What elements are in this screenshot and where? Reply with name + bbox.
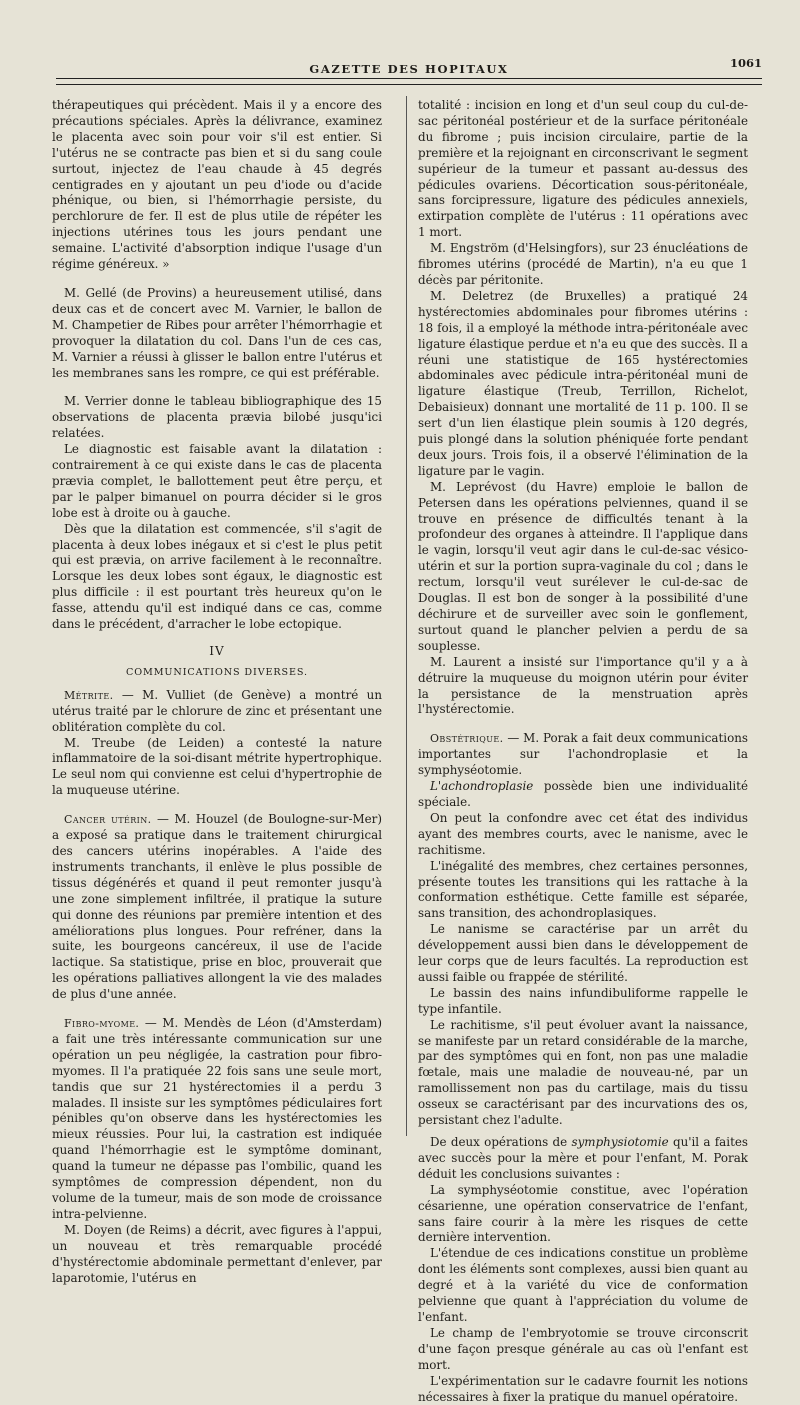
- rubric-label: Fibro-myome.: [64, 1017, 140, 1031]
- paragraph: M. Doyen (de Reims) a décrit, avec figures à l'appui, un nouveau et très remarquable procédé d'hystérectomie abdominale permettant d'enlever, par laparotomie, l'utérus en: [52, 1222, 382, 1285]
- paragraph: M. Laurent a insisté sur l'importance qu'il y a à détruire la muqueuse du moignon utérin pour éviter la persistance de la menstruation après l'hystérectomie.: [418, 654, 748, 717]
- paragraph-text: — M. Mendès de Léon (d'Amsterdam) a fait une très intéressante communication sur une opération un peu négligée, la castration pour fibro-myomes. Il l'a pratiquée 22 fois sans une seule mort, tandis que sur 21 hystérectomies il a perdu 3 malades. Il insiste sur les symptômes pédiculaires fort pénibles qu'on observe dans les hystérectomies les mieux réussies. Pour lui, la castration est indiquée quand l'hémorrhagie est le symptôme dominant, quand la tumeur ne dépasse pas l'ombilic, quand les symptômes de compression dépendent, non du volume de la tumeur, mais de son mode de croissance intra-pelvienne.: [52, 1016, 382, 1221]
- italic-term: L'achondroplasie: [430, 779, 534, 794]
- right-column: [418, 98, 748, 1404]
- paragraph-text: De deux opérations de: [430, 1135, 572, 1149]
- section-title: COMMUNICATIONS DIVERSES.: [125, 666, 309, 678]
- paragraph: [418, 1135, 748, 1183]
- paragraph: M. Treube (de Leiden) a contesté la nature inflammatoire de la soi-disant métrite hypertrophique. Le seul nom qui convienne est celui d'hypertrophie de la muqueuse utérine.: [52, 735, 382, 798]
- rubric-label: Obstétrique.: [430, 732, 504, 746]
- paragraph: L'étendue de ces indications constitue un problème dont les éléments sont complexes, aussi bien quant au degré et à la variété du vice de conformation pelvienne que quant à l'appréciation du volume de l'enfant.: [418, 1246, 748, 1324]
- paragraph: totalité : incision en long et d'un seul coup du cul-de-sac péritonéal postérieur et de la surface péritonéale du fibrome ; puis incision circulaire, partie de la première et la rejoignant en circonscrivant le segment supérieur de la tumeur et passant au-dessus des pédicules ovariens. Décortication sous-péritonéale, sans forcipressure, ligature des pédicules annexiels, extirpation complète de l'utérus : 11 opérations avec 1 mort.: [418, 98, 748, 240]
- paragraph: M. Verrier donne le tableau bibliographique des 15 observations de placenta prævia bilobé jusqu'ici relatées.: [52, 394, 382, 441]
- paragraph-text: — M. Porak a fait deux communications importantes sur l'achondroplasie et la symphyséotomie.: [418, 731, 748, 778]
- paragraph-text: qu'il a faites avec succès pour la mère et pour l'enfant, M. Porak déduit les conclusions suivantes :: [418, 1135, 748, 1181]
- paragraph-text: — M. Vulliet (de Genève) a montré un utérus traité par le chlorure de zinc et présentant une oblitération complète du col.: [52, 687, 382, 734]
- paragraph: La symphyséotomie constitue, avec l'opération césarienne, une opération conservatrice de l'enfant, sans faire courir à la mère les risques de cette dernière intervention.: [418, 1182, 748, 1245]
- rubric-label: Métrite.: [64, 688, 114, 702]
- paragraph: [52, 688, 382, 736]
- paragraph: L'inégalité des membres, chez certaines personnes, présente toutes les transitions qui les rattache à la conformation esthétique. Cette famille est séparée, sans transition, des achondroplasiques.: [418, 858, 748, 921]
- page-number: 1061: [729, 56, 762, 70]
- column-divider: [406, 96, 407, 1136]
- italic-term: symphysiotomie: [571, 1135, 669, 1149]
- paragraph: [52, 1016, 382, 1223]
- paragraph: M. Leprévost (du Havre) emploie le ballon de Petersen dans les opérations pelviennes, quand il se trouve en présence de difficultés tenant à la profondeur des organes à atteindre. Il l'applique dans le vagin, lorsqu'il veut agir dans le cul-de-sac vésico-utérin et sur la portion supra-vaginale du col ; dans le rectum, lorsqu'il veut surélever le cul-de-sac de Douglas. Il est bon de songer à la possibilité d'une déchirure et de surveiller avec soin le gonflement, surtout quand le plancher pelvien a perdu de sa souplesse.: [418, 479, 748, 653]
- paragraph: Le bassin des nains infundibuliforme rappelle le type infantile.: [418, 985, 748, 1016]
- paragraph: Dès que la dilatation est commencée, s'il s'agit de placenta à deux lobes inégaux et si c'est le plus petit qui est prævia, on arrive facilement à le reconnaître. Lorsque les deux lobes sont égaux, le diagnostic est plus difficile : il est pourtant très heureux qu'on le fasse, attendu qu'il est indiqué dans ce cas, comme dans le précédent, d'arracher le lobe ectopique.: [52, 521, 382, 632]
- paragraph: [418, 779, 748, 811]
- paragraph: M. Gellé (de Provins) a heureusement utilisé, dans deux cas et de concert avec M. Varnier, le ballon de M. Champetier de Ribes pour arrêter l'hémorrhagie et provoquer la dilatation du col. Dans l'un de ces cas, M. Varnier a réussi à glisser le ballon entre l'utérus et les membranes sans les rompre, ce qui est préférable.: [52, 285, 382, 380]
- header-rule-thin: [56, 84, 762, 85]
- paragraph: Le champ de l'embryotomie se trouve circonscrit d'une façon presque générale au cas où l'enfant est mort.: [418, 1325, 748, 1372]
- paragraph: Le nanisme se caractérise par un arrêt du développement aussi bien dans le développement de leur corps que de leurs facultés. La reproduction est aussi faible ou frappée de stérilité.: [418, 922, 748, 984]
- header-rule-thick: [56, 78, 762, 79]
- paragraph-text: possède bien une individualité spéciale.: [418, 779, 748, 809]
- paragraph-text: — M. Houzel (de Boulogne-sur-Mer) a exposé sa pratique dans le traitement chirurgical des cancers utérins inopérables. A l'aide des instruments tranchants, il enlève le plus possible de tissus dégénérés et quand il peut remonter jusqu'à une zone simplement infiltrée, il pratique la suture qui donne des réunions par première intention et des améliorations plus longues. Pour refréner, dans la suite, les bourgeons cancéreux, il use de l'acide lactique. Sa statistique, prise en bloc, prouverait que les opérations palliatives allongent la vie des malades de plus d'une année.: [52, 812, 383, 1002]
- paragraph: thérapeutiques qui précèdent. Mais il y a encore des précautions spéciales. Après la délivrance, examinez le placenta avec soin pour voir s'il est entier. Si l'utérus ne se contracte pas bien et si du sang coule surtout, injectez de l'eau chaude à 45 degrés centigrades en y ajoutant un peu d'iode ou d'acide phénique, ou bien, si l'hémorrhagie persiste, du perchlorure de fer. Il est de plus utile de répéter les injections utérines tous les jours pendant une semaine. L'activité d'absorption indique l'usage d'un régime généreux. »: [52, 98, 382, 272]
- paragraph: Le rachitisme, s'il peut évoluer avant la naissance, se manifeste par un retard considérable de la marche, par des symptômes qui en font, non pas une maladie fœtale, mais une maladie de nouveau-né, par un ramollissement non pas du cartilage, mais du tissu osseux se caractérisant par des incurvations des os, persistant chez l'adulte.: [418, 1017, 748, 1128]
- paragraph: [418, 731, 748, 779]
- section-number: IV: [209, 644, 225, 658]
- paragraph: M. Deletrez (de Bruxelles) a pratiqué 24 hystérectomies abdominales pour fibromes utérins : 18 fois, il a employé la méthode intra-péritonéale avec ligature élastique perdue et n'a eu que des succès. Il a réuni une statistique de 165 hystérectomies abdominales avec pédicule intra-péritonéal muni de ligature élastique (Treub, Terrillon, Richelot, Debaisieux) donnant une mortalité de 11 p. 100. Il se sert d'un lien élastique plein soumis à 120 degrés, puis plongé dans la solution phéniquée forte pendant deux jours. Trois fois, il a observé l'élimination de la ligature par le vagin.: [418, 288, 748, 478]
- paragraph: L'expérimentation sur le cadavre fournit les notions nécessaires à fixer la pratique du manuel opératoire.: [418, 1373, 748, 1404]
- paragraph: Le diagnostic est faisable avant la dilatation : contrairement à ce qui existe dans le cas de placenta prævia complet, le ballottement peut être perçu, et par le palper bimanuel on pourra décider si le gros lobe est à droite ou à gauche.: [52, 442, 382, 520]
- paragraph: [52, 812, 382, 1003]
- rubric-label: Cancer utérin.: [64, 813, 152, 827]
- paragraph: M. Engström (d'Helsingfors), sur 23 énucléations de fibromes utérins (procédé de Martin), n'a eu que 1 décès par péritonite.: [418, 241, 748, 287]
- paragraph: On peut la confondre avec cet état des individus ayant des membres courts, avec le nanisme, avec le rachitisme.: [418, 810, 748, 857]
- left-column: [52, 98, 383, 1285]
- running-title: GAZETTE DES HOPITAUX: [309, 62, 509, 76]
